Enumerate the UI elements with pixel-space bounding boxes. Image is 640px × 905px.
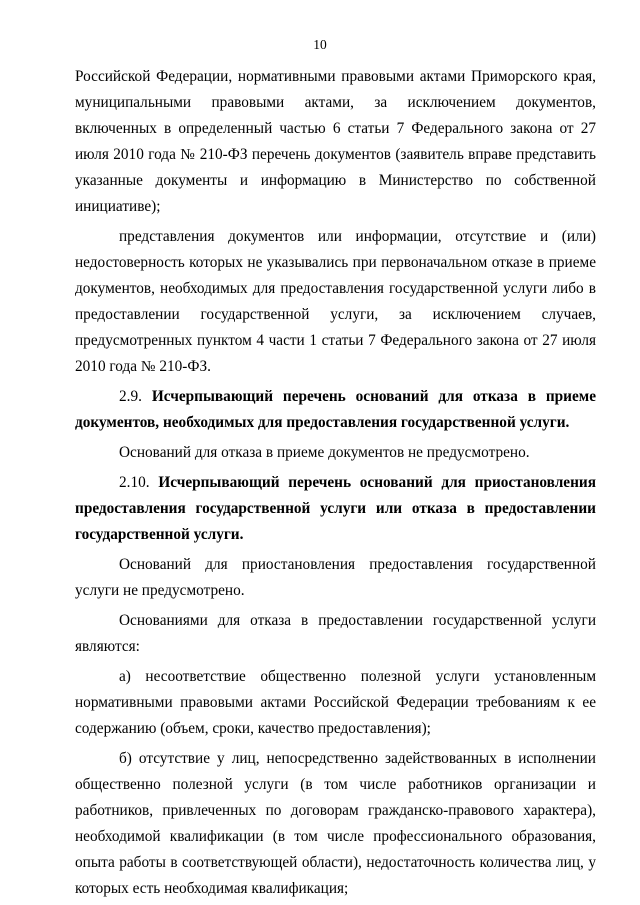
section-title: Исчерпывающий перечень оснований для отказа в приеме документов, необходимых для предоставления государственной услуги. xyxy=(75,388,596,431)
page-number: 10 xyxy=(313,37,327,52)
paragraph-continuation: Российской Федерации, нормативными правовыми актами Приморского края, муниципальными правовыми актами, за исключением документов, включенных в определенный частью 6 статьи 7 Федерального закона от 27 июля 2010 года № 210-ФЗ перечень документов (заявитель вправе представить указанные документы и информацию в Министерство по собственной инициативе); xyxy=(75,68,596,215)
paragraph-no-grounds-suspension: Оснований для приостановления предоставления государственной услуги не предусмотрено. xyxy=(75,556,596,599)
section-2-9-heading xyxy=(75,384,596,436)
list-item-a: а) несоответствие общественно полезной услуги установленным нормативными правовыми актами Российской Федерации требованиям к ее содержанию (объем, сроки, качество предоставления); xyxy=(75,668,596,737)
paragraph-representation: представления документов или информации, отсутствие и (или) недостоверность которых не указывались при первоначальном отказе в приеме документов, необходимых для предоставления государственной услуги либо в предоставлении государственной услуги, за исключением случаев, предусмотренных пунктом 4 части 1 статьи 7 Федерального закона от 27 июля 2010 года № 210-ФЗ. xyxy=(75,228,596,375)
list-item-b: б) отсутствие у лиц, непосредственно задействованных в исполнении общественно полезной услуги (в том числе работников организации и работников, привлеченных по договорам гражданско-правового характера), необходимой квалификации (в том числе профессионального образования, опыта работы в соответствующей области), недостаточность количества лиц, у которых есть необходимая квалификация; xyxy=(75,750,596,897)
section-2-10-heading xyxy=(75,470,596,548)
section-number: 2.9. xyxy=(119,388,142,405)
section-title: Исчерпывающий перечень оснований для приостановления предоставления государственной услуги или отказа в предоставлении государственной услуги. xyxy=(75,474,597,543)
section-number: 2.10. xyxy=(119,474,150,491)
paragraph-refusal-grounds-intro: Основаниями для отказа в предоставлении государственной услуги являются: xyxy=(75,612,596,655)
document-body xyxy=(75,64,596,902)
paragraph-no-grounds-acceptance: Оснований для отказа в приеме документов не предусмотрено. xyxy=(119,444,530,461)
